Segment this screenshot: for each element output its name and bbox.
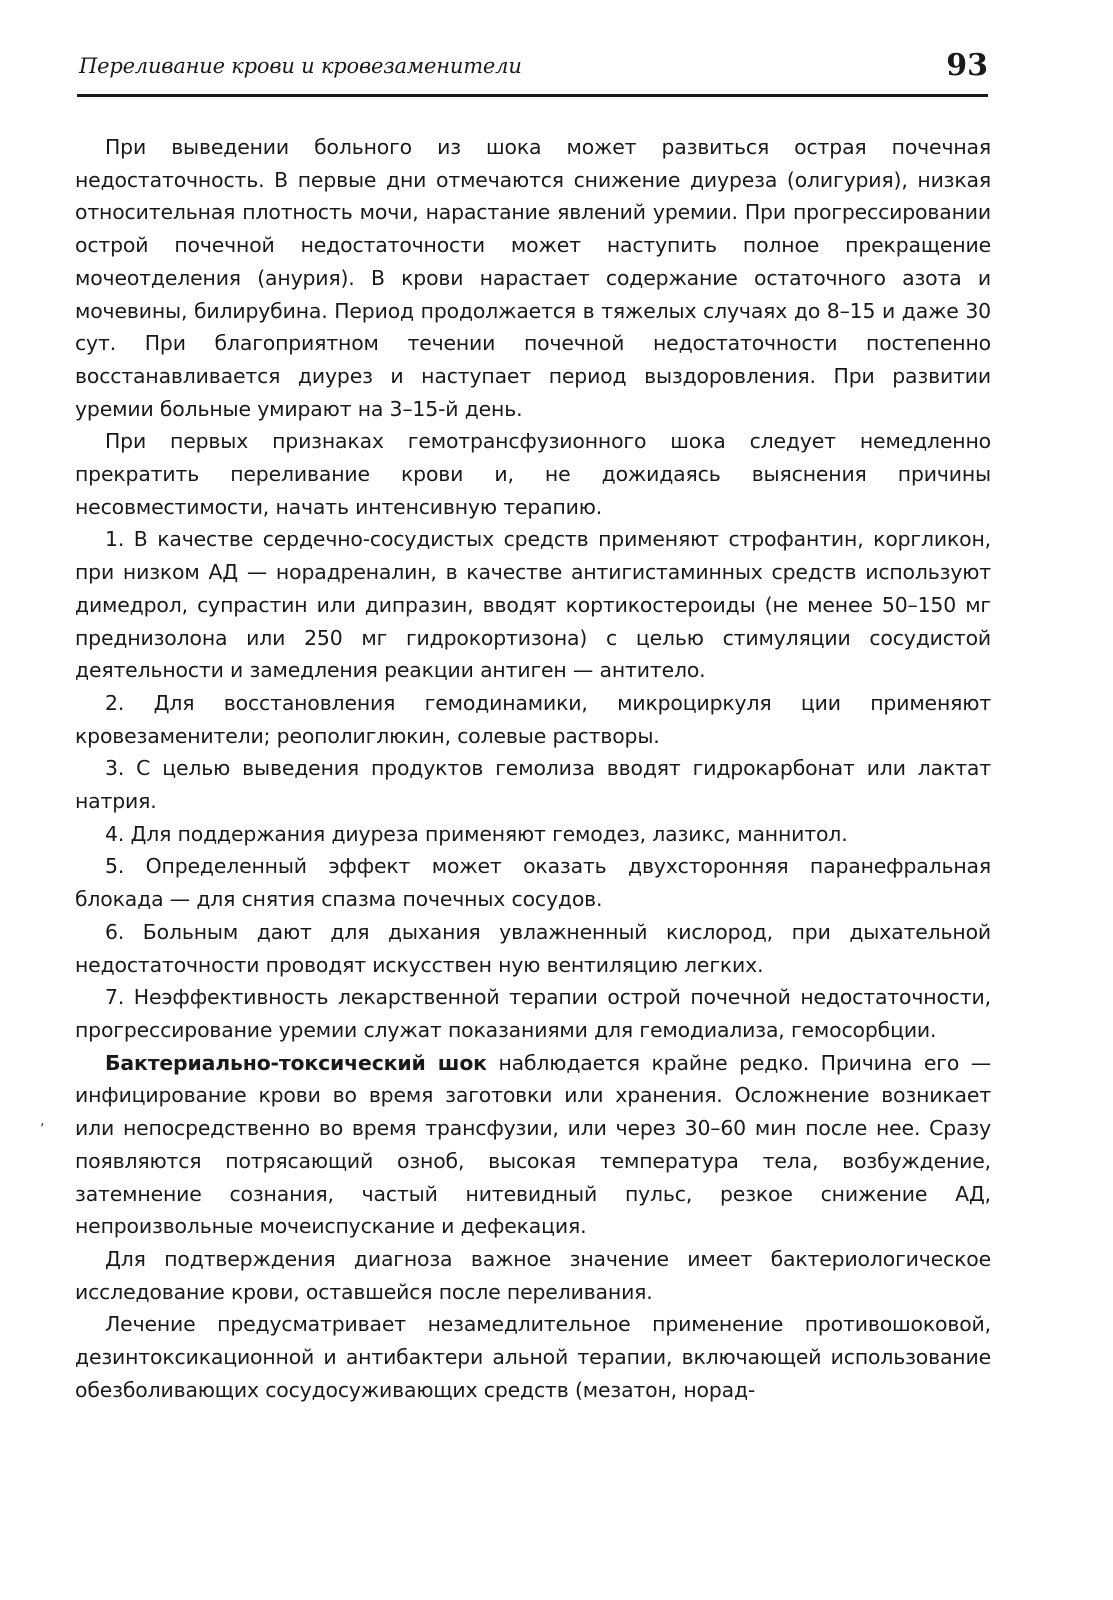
list-item-2: 2. Для восстановления гемодинамики, микроциркуля ции применяют кровезаменители; реополиглюкин, солевые растворы. xyxy=(75,690,991,748)
paragraph-bacterial-shock: Бактериально-токсический шок наблюдается крайне редко. Причина его — инфицирование крови во время заготовки или хранения. Осложнение возникает или непосредственно во время трансфузии, или через 30–60 мин после нее. Сразу появляются потрясающий озноб, высокая температура тела, возбуждение, затемнение сознания, частый нитевидный пульс, резкое снижение АД, непроизвольные мочеиспускание и дефекация. xyxy=(75,1050,991,1239)
list-item-6: 6. Больным дают для дыхания увлажненный кислород, при дыхательной недостаточности проводят искусствен ную вентиляцию легких. xyxy=(75,919,991,977)
term-bacterial-shock: Бактериально-токсический шок xyxy=(105,1050,487,1075)
running-title: Переливание крови и кровезаменители xyxy=(79,54,522,78)
scan-mark: ‚ xyxy=(40,1113,45,1129)
list-item-1: 1. В качестве сердечно-сосудистых средств применяют строфантин, коргликон, при низком АД — норадреналин, в качестве антигистаминных средств используют димедрол, супрастин или дипразин, вводят кортикостероиды (не менее 50–150 мг преднизолона или 250 мг гидрокортизона) с целью стимуляции сосудистой деятельности и замедления реакции антиген — антитело. xyxy=(75,527,991,683)
paragraph-treatment: Лечение предусматривает незамедлительное применение противошоковой, дезинтоксикационной и антибактери альной терапии, включающей использование обезболивающих сосудосуживающих средств (мезатон, норад- xyxy=(75,1312,991,1402)
list-item-5: 5. Определенный эффект может оказать двухсторонняя паранефральная блокада — для снятия спазма почечных сосудов. xyxy=(75,854,991,912)
list-item-3: 3. С целью выведения продуктов гемолиза вводят гидрокарбонат или лактат натрия. xyxy=(75,756,991,814)
page-number: 93 xyxy=(946,48,988,83)
list-item-4: 4. Для поддержания диуреза применяют гемодез, лазикс, маннитол. xyxy=(105,821,848,846)
paragraph-diagnosis: Для подтверждения диагноза важное значение имеет бактериологическое исследование крови, оставшейся после переливания. xyxy=(75,1246,991,1304)
page-body xyxy=(75,131,991,1406)
page-header xyxy=(77,42,988,97)
paragraph-first-signs: При первых признаках гемотрансфузионного шока следует немедленно прекратить переливание крови и, не дожидаясь выяснения причины несовместимости, начать интенсивную терапию. xyxy=(75,429,991,519)
paragraph-renal-failure: При выведении больного из шока может развиться острая почечная недостаточность. В первые дни отмечаются снижение диуреза (олигурия), низкая относительная плотность мочи, нарастание явлений уремии. При прогрессировании острой почечной недостаточности может наступить полное прекращение мочеотделения (анурия). В крови нарастает содержание остаточного азота и мочевины, билирубина. Период продолжается в тяжелых случаях до 8–15 и даже 30 сут. При благоприятном течении почечной недостаточности постепенно восстанавливается диурез и наступает период выздоровления. При развитии уремии больные умирают на 3–15-й день. xyxy=(75,135,991,421)
list-item-7: 7. Неэффективность лекарственной терапии острой почечной недостаточности, прогрессирование уремии служат показаниями для гемодиализа, гемосорбции. xyxy=(75,985,991,1042)
